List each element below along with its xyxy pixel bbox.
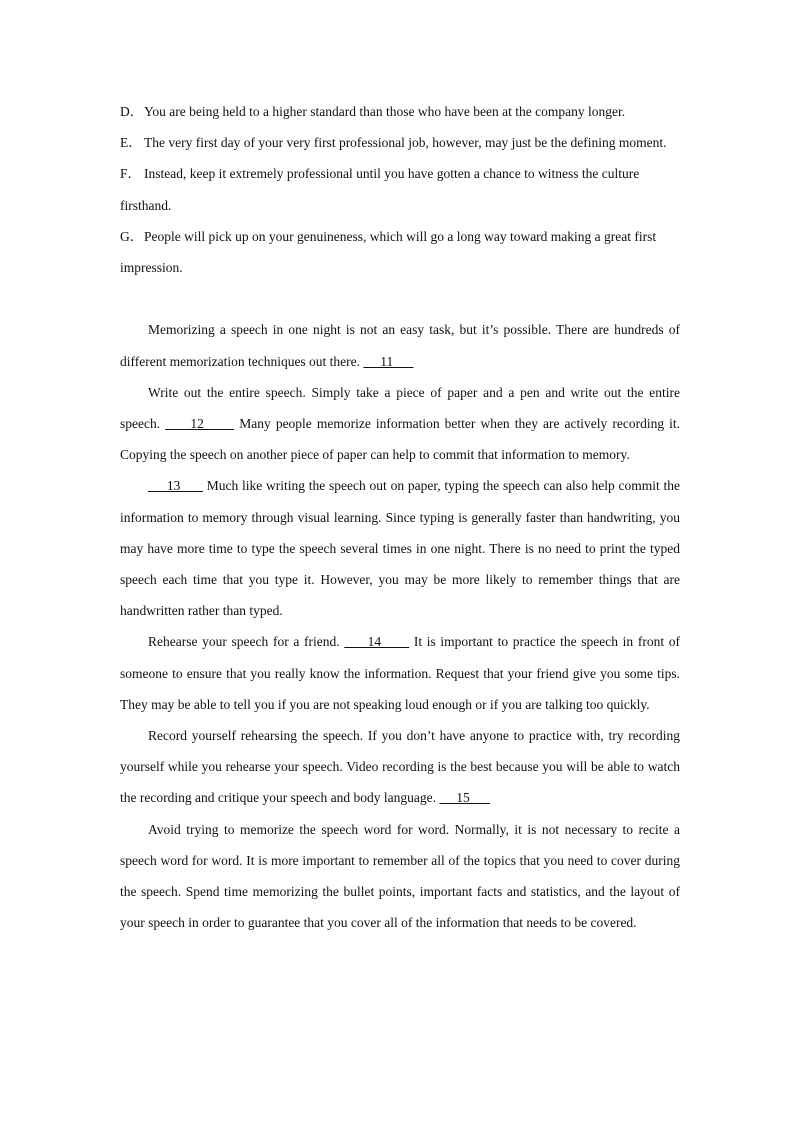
paragraph-text: Memorizing a speech in one night is not an easy task, but it’s possible. There are hundreds of different memorization techniques out there. xyxy=(120,322,680,369)
passage-paragraph-1 xyxy=(120,314,680,376)
option-text: People will pick up on your genuineness, which will go a long way toward making a great first impression. xyxy=(120,228,657,276)
paragraph-text: Rehearse your speech for a friend. xyxy=(148,634,345,650)
blank-11: 11 xyxy=(363,353,414,369)
option-key: E． xyxy=(120,135,142,151)
passage-paragraph-3 xyxy=(120,470,680,626)
passage-paragraph-4 xyxy=(120,626,680,720)
blank-14: 14 xyxy=(344,634,410,650)
blank-12: 12 xyxy=(165,416,235,432)
paragraph-text: Record yourself rehearsing the speech. If you don’t have anyone to practice with, try recording yourself while you rehearse your speech. Video recording is the best because you will be able to watch the recording and critique your speech and body language. xyxy=(120,728,680,806)
option-key: D． xyxy=(120,104,144,119)
option-key: G． xyxy=(120,228,144,244)
paragraph-text: Much like writing the speech out on paper, typing the speech can also help commit the information to memory through visual learning. Since typing is generally faster than handwriting, you may have more time to type the speech several times in one night. There is no need to print the typed speech each time that you type it. However, you may be more likely to remember things that are handwritten rather than typed. xyxy=(120,478,680,619)
passage-paragraph-2 xyxy=(120,377,680,471)
blank-15: 15 xyxy=(439,790,491,806)
passage-paragraph-5 xyxy=(120,720,680,814)
paragraph-text: It is important to practice the speech in front of someone to ensure that you really know the information. Request that your friend give you some tips. They may be able to tell you if you are not speaking loud enough or if you are talking too quickly. xyxy=(120,634,681,712)
option-text: Instead, keep it extremely professional until you have gotten a chance to witness the culture firsthand. xyxy=(120,166,640,213)
option-d xyxy=(120,96,680,127)
paragraph-text: Write out the entire speech. Simply take a piece of paper and a pen and write out the entire speech. xyxy=(120,384,680,432)
paragraph-text: Many people memorize information better when they are actively recording it. Copying the speech on another piece of paper can help to commit that information to memory. xyxy=(120,416,680,463)
option-text: The very first day of your very first professional job, however, may just be the defining moment. xyxy=(144,135,667,151)
option-e xyxy=(120,127,680,158)
document-content xyxy=(120,96,680,938)
section-gap xyxy=(120,283,680,314)
option-text: You are being held to a higher standard than those who have been at the company longer. xyxy=(144,104,626,119)
passage-paragraph-6 xyxy=(120,814,680,939)
option-g xyxy=(120,221,680,283)
option-key: F． xyxy=(120,166,142,182)
blank-13: 13 xyxy=(148,478,203,494)
paragraph-text: Avoid trying to memorize the speech word for word. Normally, it is not necessary to recite a speech word for word. It is more important to remember all of the topics that you need to cover during the speech. Spend time memorizing the bullet points, important facts and statistics, and the layout of your speech in order to guarantee that you cover all of the information that needs to be covered. xyxy=(120,821,680,931)
option-f xyxy=(120,158,680,220)
